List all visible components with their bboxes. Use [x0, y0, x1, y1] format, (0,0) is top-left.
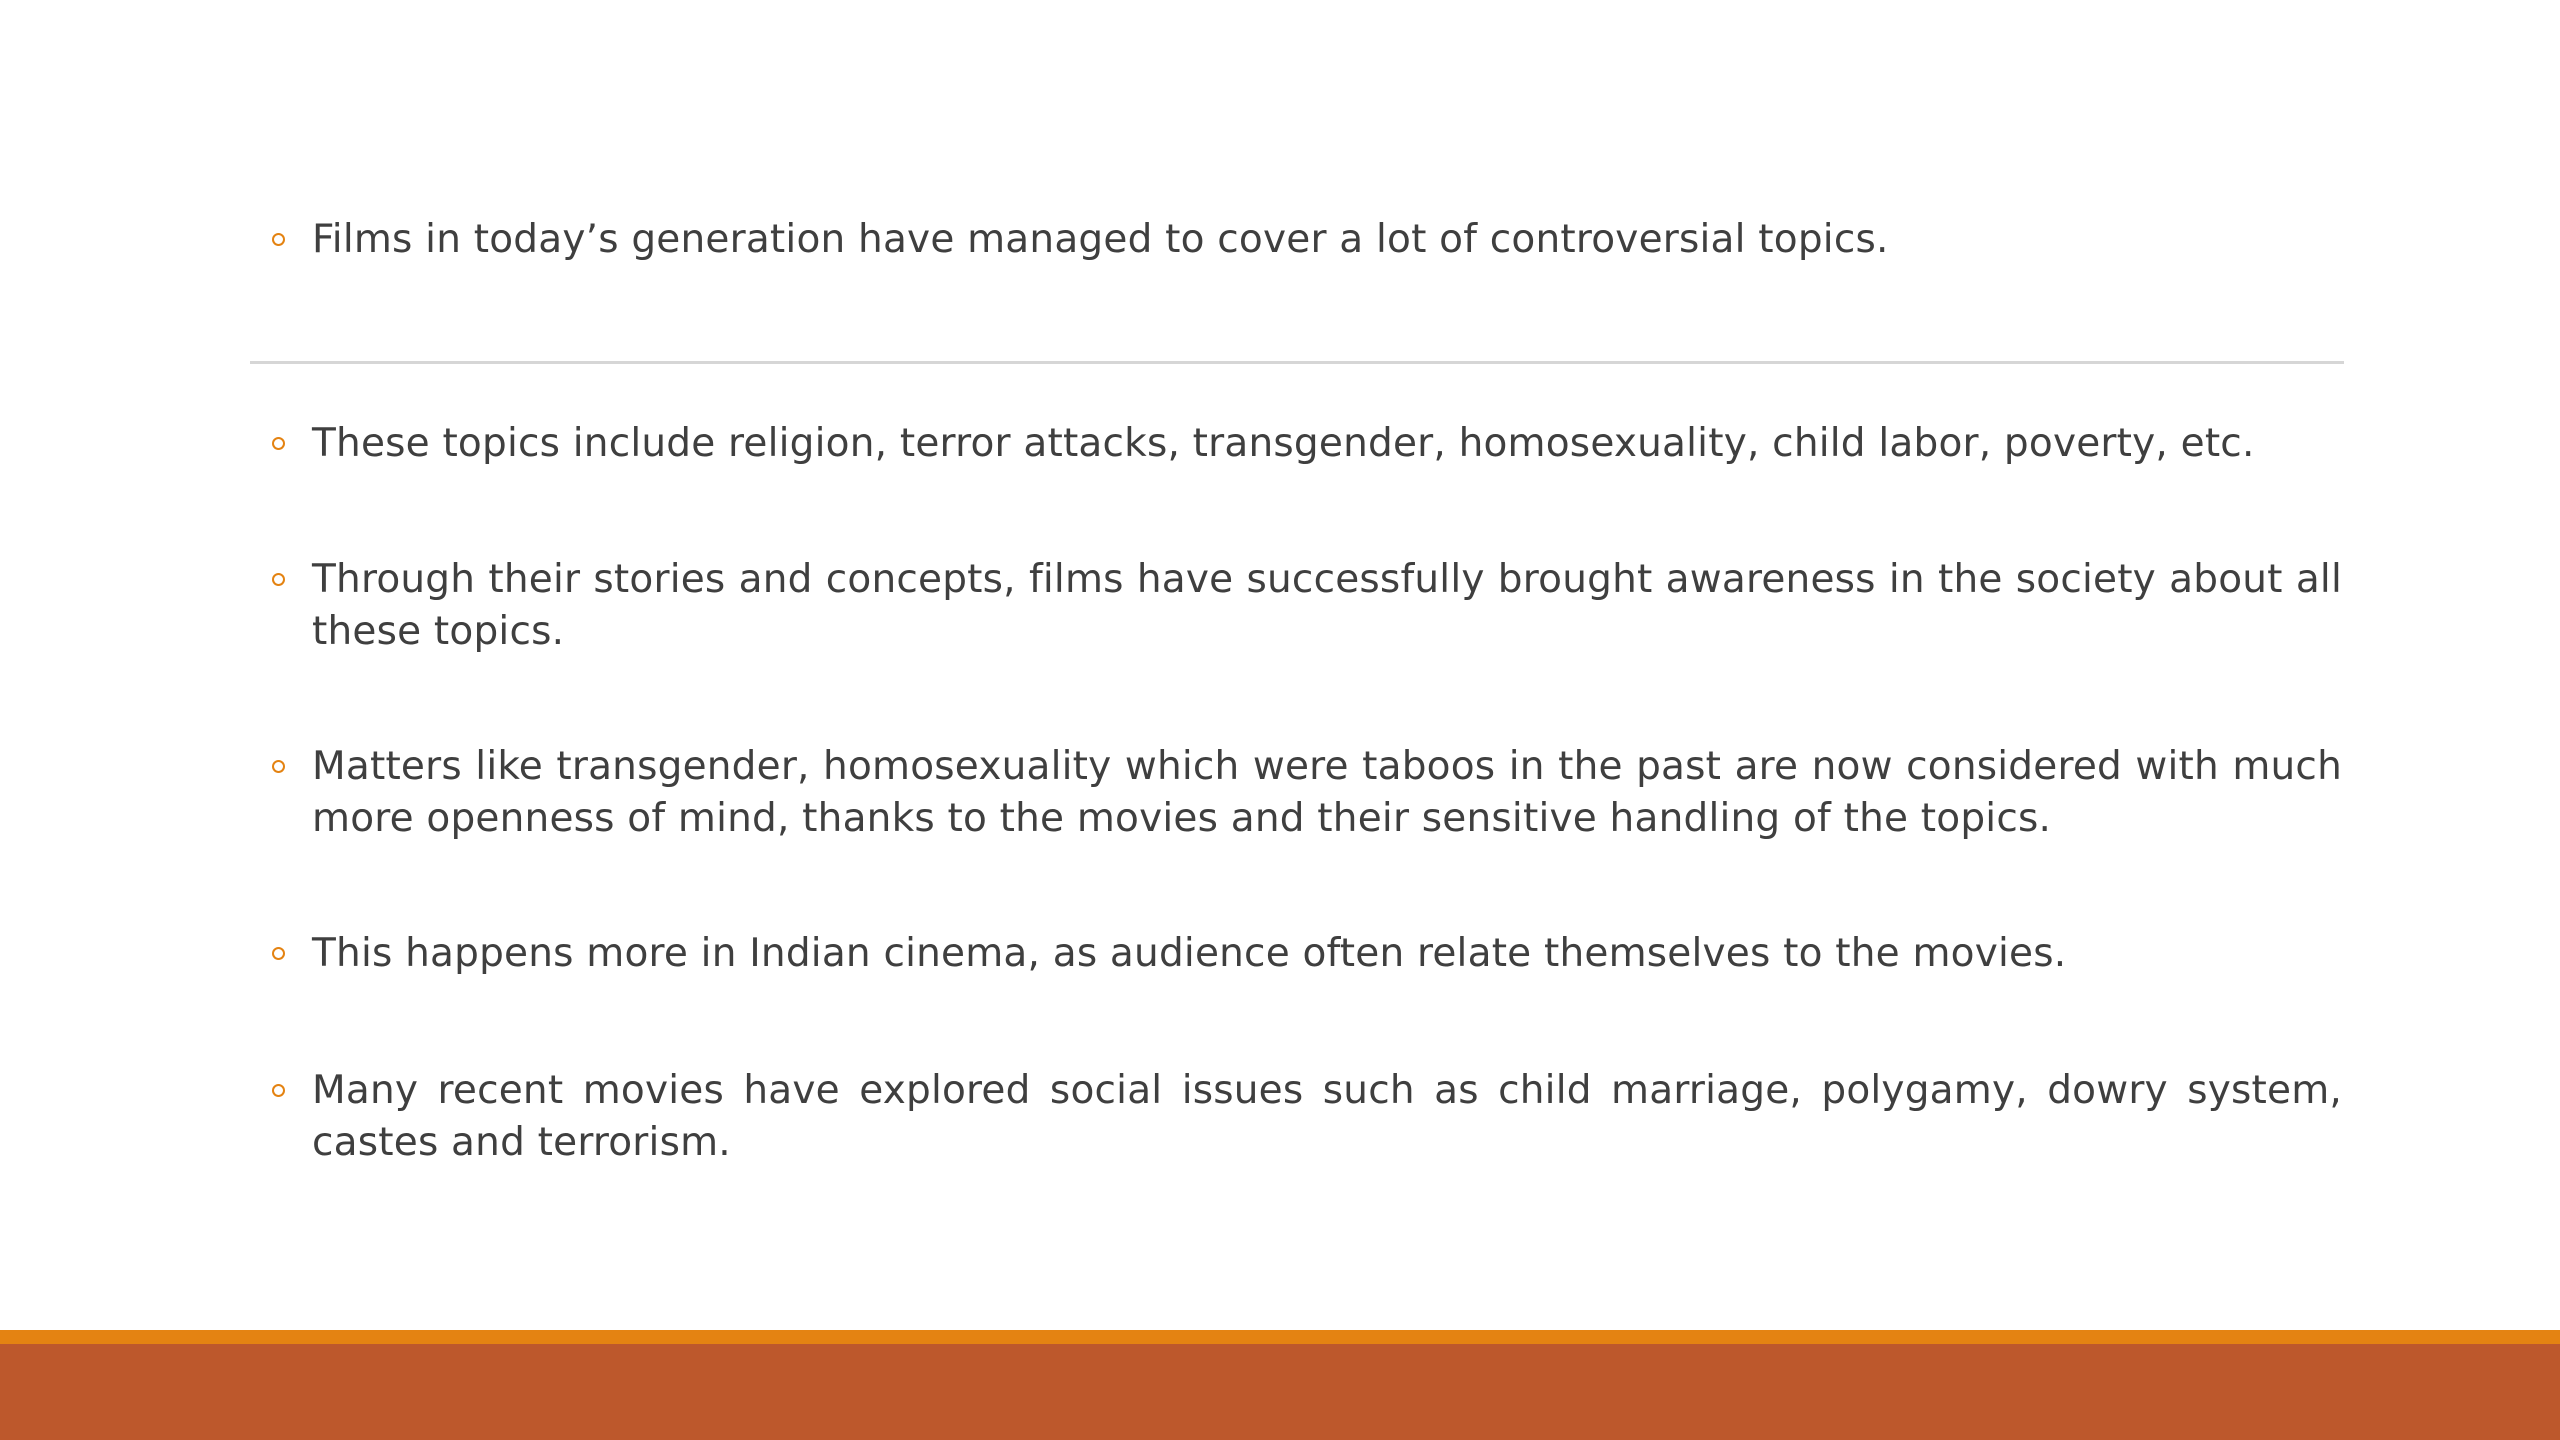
bullet-text: This happens more in Indian cinema, as audience often relate themselves to the movies. — [312, 931, 2067, 976]
bullet-icon — [272, 928, 312, 960]
bullet-item — [272, 418, 2342, 470]
divider-line — [250, 361, 2344, 364]
bullet-icon — [272, 418, 312, 450]
bullet-item — [272, 741, 2342, 845]
bullet-item — [272, 1065, 2342, 1169]
footer-band — [0, 1344, 2560, 1440]
top-bullet-item — [272, 214, 2342, 266]
bullet-text: These topics include religion, terror attacks, transgender, homosexuality, child labor, poverty, etc. — [312, 421, 2255, 466]
bullet-text: Many recent movies have explored social issues such as child marriage, polygamy, dowry system, castes and terrorism. — [312, 1068, 2342, 1165]
bullet-item — [272, 554, 2342, 658]
bullet-item — [272, 928, 2342, 980]
bullet-icon — [272, 741, 312, 773]
top-bullet-text: Films in today’s generation have managed to cover a lot of controversial topics. — [312, 217, 1889, 262]
bullet-icon — [272, 554, 312, 586]
bullet-icon — [272, 1065, 312, 1097]
footer-accent-stripe — [0, 1330, 2560, 1344]
bullet-icon — [272, 214, 312, 246]
bullet-text: Matters like transgender, homosexuality which were taboos in the past are now considered with much more openness of mind, thanks to the movies and their sensitive handling of the topics. — [312, 744, 2342, 841]
bullet-text: Through their stories and concepts, films have successfully brought awareness in the society about all these topics. — [312, 557, 2342, 654]
